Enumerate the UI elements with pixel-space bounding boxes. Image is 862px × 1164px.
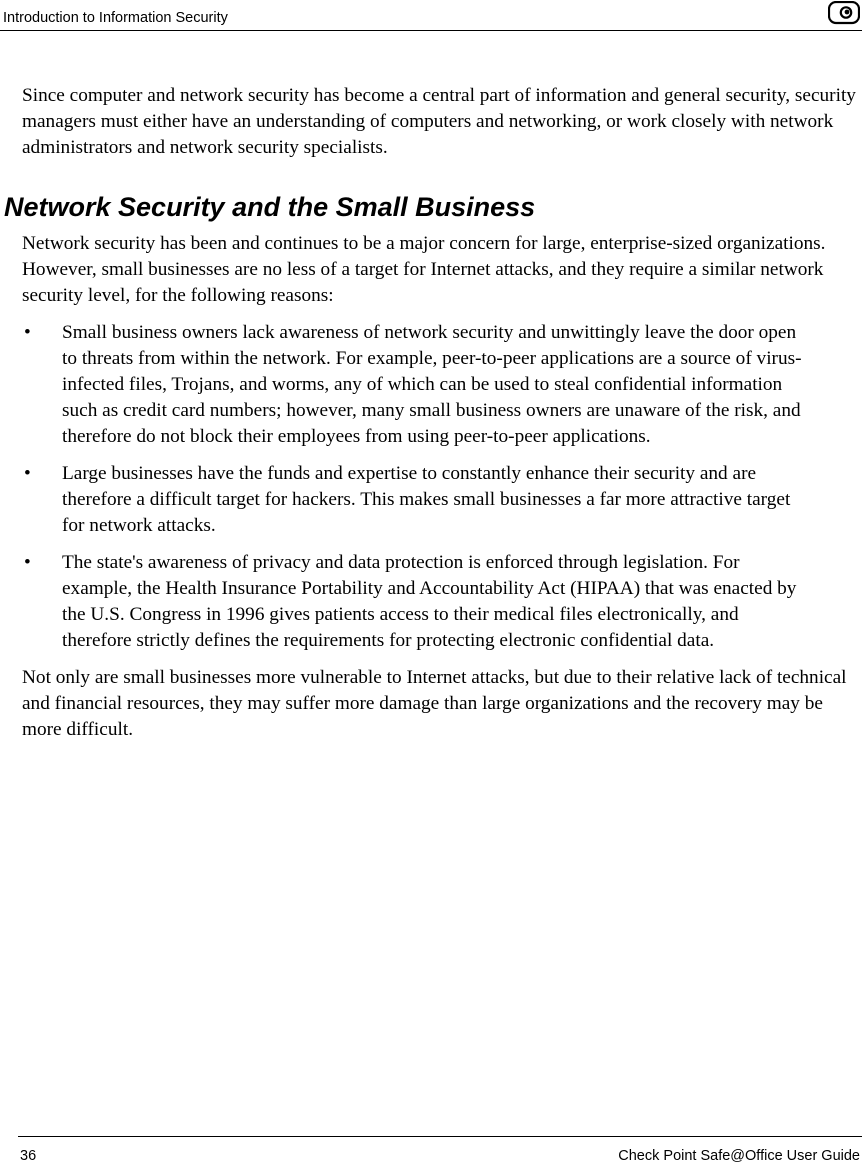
- bullet-icon: •: [24, 322, 31, 343]
- lead-paragraph: Network security has been and continues to be a major concern for large, enterprise-sized organizations. However, small businesses are no less of a target for Internet attacks, and they require a similar network security level, for the following reasons:: [22, 233, 826, 306]
- check-point-logo-icon: [828, 1, 860, 25]
- list-item: [22, 461, 802, 539]
- bullet-icon: •: [24, 552, 31, 573]
- section-body: [22, 231, 858, 743]
- page-footer: [18, 1136, 862, 1164]
- list-item-text: Large businesses have the funds and expertise to constantly enhance their security and are therefore a difficult target for hackers. This makes small businesses a far more attractive target for network attacks.: [62, 463, 791, 536]
- reasons-list: [22, 320, 858, 654]
- closing-paragraph: Not only are small businesses more vulnerable to Internet attacks, but due to their relative lack of technical and financial resources, they may suffer more damage than large organizations and the recovery may be more difficult.: [22, 667, 847, 740]
- intro-section: [22, 83, 858, 161]
- intro-paragraph: Since computer and network security has become a central part of information and general security, security managers must either have an understanding of computers and networking, or work closely with network administrators and network security specialists.: [22, 85, 856, 158]
- bullet-icon: •: [24, 463, 31, 484]
- page-header: [0, 0, 862, 31]
- list-item-text: Small business owners lack awareness of network security and unwittingly leave the door open to threats from within the network. For example, peer-to-peer applications are a source of virus-infected files, Trojans, and worms, any of which can be used to steal confidential information such as credit card numbers; however, many small business owners are unaware of the risk, and therefore do not block their employees from using peer-to-peer applications.: [62, 322, 802, 447]
- list-item-text: The state's awareness of privacy and data protection is enforced through legislation. For example, the Health Insurance Portability and Accountability Act (HIPAA) that was enacted by the U.S. Congress in 1996 gives patients access to their medical files electronically, and therefore strictly defines the requirements for protecting electronic confidential data.: [62, 552, 797, 651]
- header-title: Introduction to Information Security: [3, 10, 228, 26]
- list-item: [22, 550, 802, 654]
- list-item: [22, 320, 802, 450]
- section-heading: Network Security and the Small Business: [4, 192, 536, 222]
- page-number: 36: [20, 1148, 37, 1164]
- guide-title: Check Point Safe@Office User Guide: [618, 1148, 860, 1164]
